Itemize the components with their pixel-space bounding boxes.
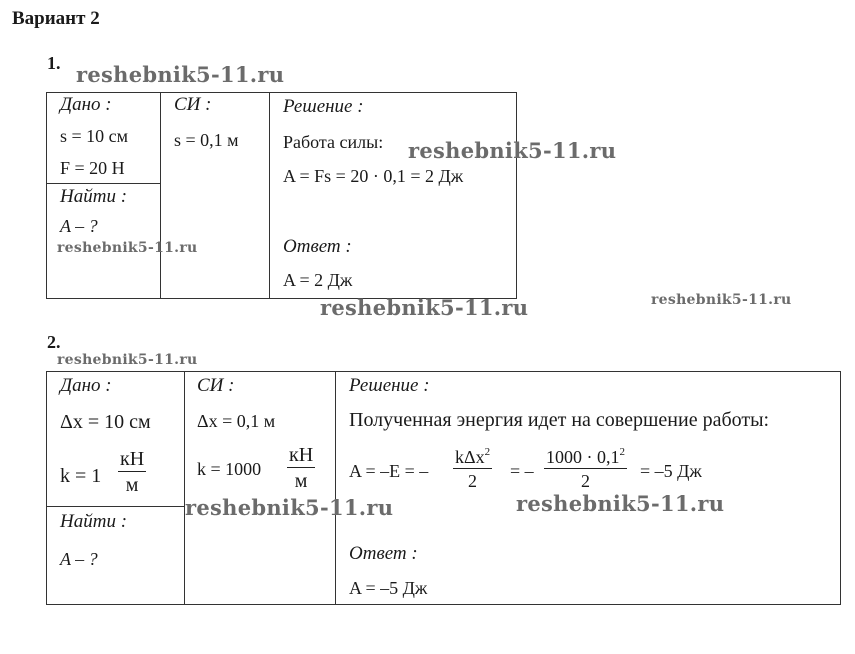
table-given-find-divider	[46, 183, 161, 184]
p1-si-s: s = 0,1 м	[174, 130, 239, 150]
p2-eq-frac2-num: 1000 · 0,1	[546, 447, 620, 467]
table-given-find-divider	[46, 506, 185, 507]
p2-eq-result: = –5 Дж	[640, 461, 702, 481]
p2-given-k-unit-den: м	[125, 474, 139, 496]
p2-si-dx: Δx = 0,1 м	[197, 411, 276, 431]
p2-eq-prefix: A = –E = –	[349, 461, 429, 481]
p2-solution-line1: Полученная энергия идет на совершение работы:	[349, 409, 770, 431]
p1-given-s: s = 10 см	[60, 126, 129, 146]
table-border-right	[840, 371, 841, 605]
p1-solution-label: Решение :	[283, 96, 364, 117]
problem-1-number: 1.	[47, 53, 61, 73]
p2-solution-label: Решение :	[349, 375, 430, 396]
table-divider-2	[269, 92, 270, 299]
watermark: reshebnik5-11.ru	[516, 491, 725, 516]
p2-eq-frac2-den: 2	[581, 471, 590, 491]
p1-given-f: F = 20 Н	[60, 158, 125, 178]
watermark: reshebnik5-11.ru	[57, 240, 198, 256]
p1-find-label: Найти :	[60, 186, 128, 207]
watermark: reshebnik5-11.ru	[185, 495, 394, 520]
table-border-top	[46, 92, 517, 93]
table-border-left	[46, 92, 47, 299]
table-border-bottom	[46, 604, 841, 605]
watermark: reshebnik5-11.ru	[76, 62, 285, 87]
p2-si-k-unit-den: м	[294, 470, 308, 492]
p2-eq-mid: = –	[510, 461, 534, 481]
p1-given-label: Дано :	[60, 94, 112, 115]
p2-answer-label: Ответ :	[349, 543, 418, 564]
p2-answer-value: A = –5 Дж	[349, 578, 428, 598]
p2-si-k-unit	[287, 444, 315, 493]
p2-given-dx: Δx = 10 см	[60, 411, 151, 433]
p1-si-label: СИ :	[174, 94, 212, 115]
p1-answer-label: Ответ :	[283, 236, 352, 257]
p2-eq-frac1-sup: 2	[484, 446, 491, 458]
p2-given-k-unit	[118, 448, 146, 497]
watermark: reshebnik5-11.ru	[651, 292, 792, 308]
watermark: reshebnik5-11.ru	[320, 295, 529, 320]
table-divider-2	[335, 371, 336, 605]
p2-si-label: СИ :	[197, 375, 235, 396]
p2-eq-frac2-sup: 2	[619, 446, 625, 458]
problem-2-number: 2.	[47, 332, 61, 352]
table-divider-1	[184, 371, 185, 605]
p2-si-k-unit-num: кН	[289, 444, 314, 466]
p2-find-label: Найти :	[60, 511, 128, 532]
p2-eq-frac1-num: kΔx	[455, 447, 485, 467]
watermark: reshebnik5-11.ru	[408, 138, 617, 163]
table-border-left	[46, 371, 47, 605]
p2-find-a: A – ?	[60, 549, 98, 569]
table-border-top	[46, 371, 841, 372]
p2-given-label: Дано :	[60, 375, 112, 396]
p2-given-k-unit-num: кН	[120, 448, 145, 470]
variant-title: Вариант 2	[12, 8, 100, 29]
table-divider-1	[160, 92, 161, 299]
p1-solution-line2: A = Fs = 20 · 0,1 = 2 Дж	[283, 166, 464, 186]
p1-find-a: A – ?	[60, 216, 98, 236]
p2-given-k-prefix: k = 1	[60, 465, 102, 487]
p2-eq-frac1-den: 2	[468, 471, 478, 491]
p2-si-k-prefix: k = 1000	[197, 459, 262, 479]
table-border-right	[516, 92, 517, 299]
p1-solution-line1: Работа силы:	[283, 132, 384, 152]
p2-eq-fraction-2	[544, 446, 627, 492]
p1-answer-value: A = 2 Дж	[283, 270, 353, 290]
p2-eq-fraction-1	[453, 446, 492, 492]
watermark: reshebnik5-11.ru	[57, 352, 198, 368]
